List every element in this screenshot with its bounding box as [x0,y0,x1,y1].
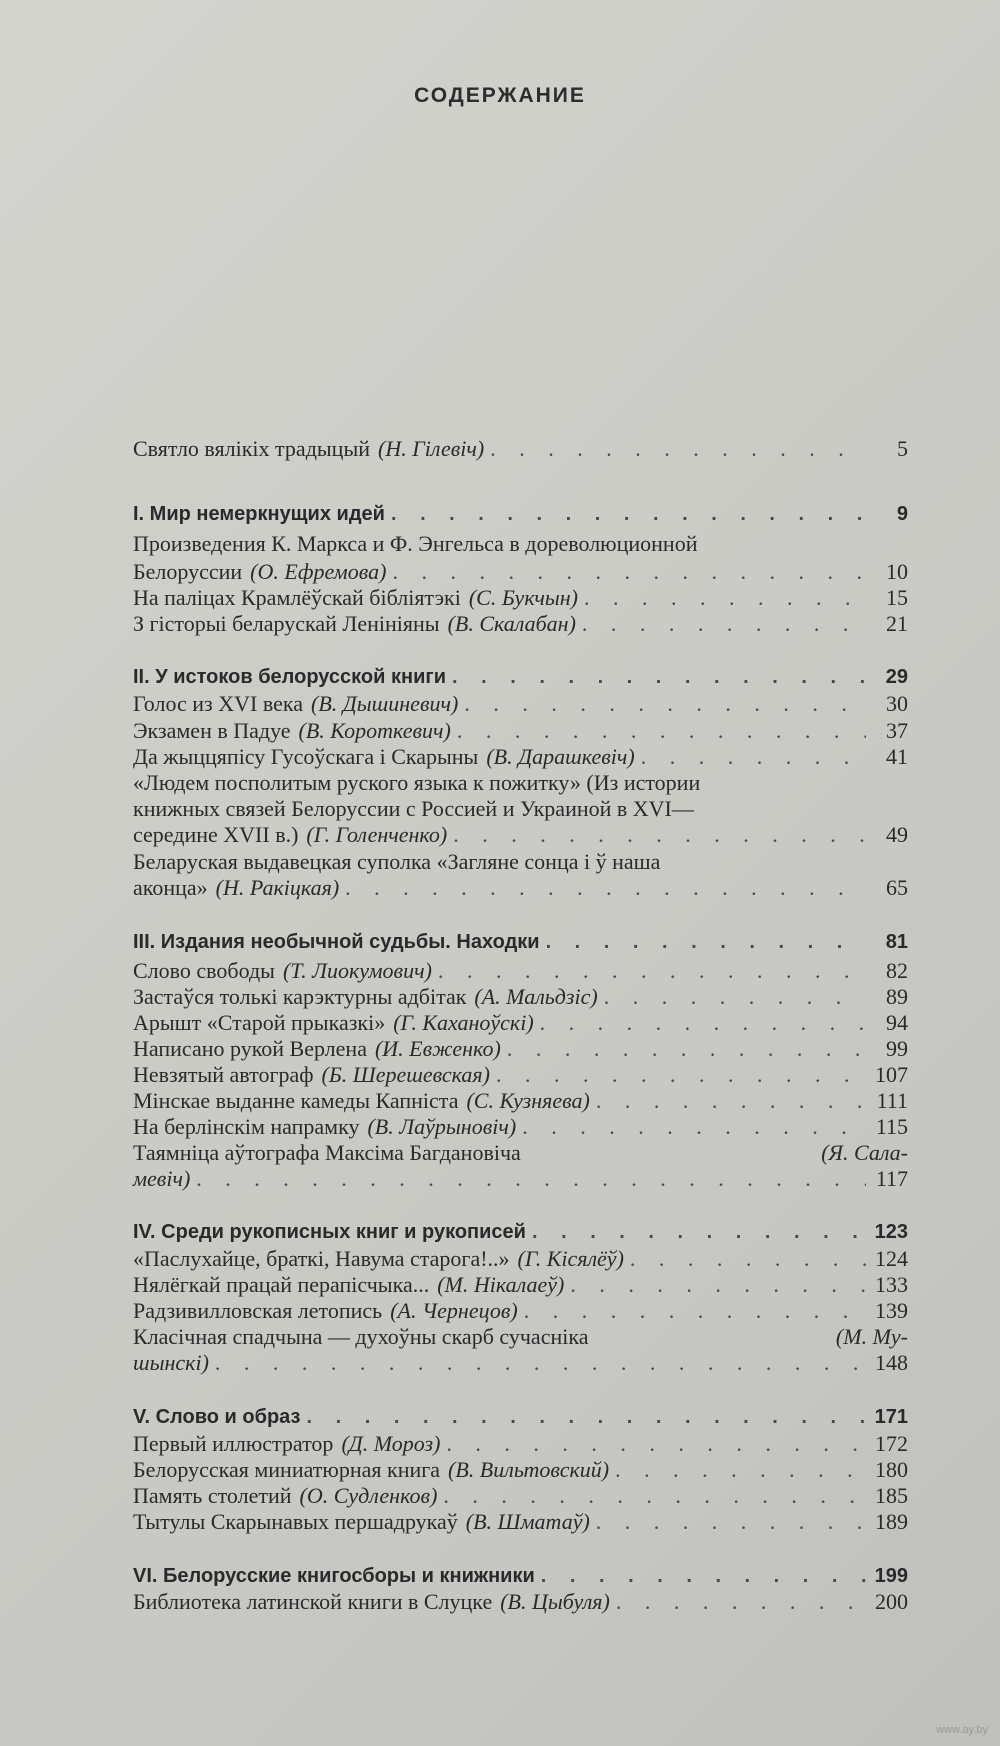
toc-entry-title: середине XVII в.) [133,822,299,847]
toc-entry-title: VI. Белорусские книгосборы и книжники [133,1565,535,1587]
dot-leader [584,584,866,612]
dot-leader [524,1297,866,1325]
dot-leader [438,957,866,985]
toc-entry [133,1508,908,1536]
toc-entry-title: Невзятый автограф [133,1062,314,1087]
dot-leader [532,1218,866,1246]
toc-section-heading [133,1562,908,1590]
toc-page-number: 123 [874,1221,908,1243]
toc-entry-title: Класічная спадчына — духоўны скарб сучасніка [133,1324,589,1349]
dot-leader [453,821,866,849]
toc-entry-title: книжных связей Белоруссии с Россией и Украиной в XVI— [133,796,694,821]
toc-entry-title: IV. Среди рукописных книг и рукописей [133,1221,526,1243]
toc-page-number: 21 [886,611,908,636]
dot-leader [464,690,866,718]
dot-leader [615,1456,866,1484]
toc-section-heading [133,928,908,956]
toc-entry-author: (В. Дарашкевіч) [486,744,635,769]
toc-page-number: 189 [875,1509,908,1534]
dot-leader [522,1113,866,1141]
toc-entry-title: Да жыццяпісу Гусоўскага і Скарыны [133,744,479,769]
dot-leader [570,1271,866,1299]
dot-leader [641,743,866,771]
toc-page-number: 115 [875,1114,908,1139]
toc-entry-title: Экзамен в Падуе [133,718,291,743]
toc-entry [133,1482,908,1510]
toc-entry [133,530,908,558]
dot-leader [392,558,866,586]
toc-entry [133,848,908,876]
toc-entry-title: Мінскае выданне камеды Капніста [133,1088,459,1113]
toc-entry-title: Таямніца аўтографа Максіма Багдановіча [133,1140,521,1165]
toc-entry [133,1588,908,1616]
toc-entry-author: шынскі) [133,1350,209,1375]
toc-entry [133,983,908,1011]
toc-entry-author: (Д. Мороз) [341,1431,441,1456]
toc-page-number: 65 [886,875,908,900]
toc-page-number: 81 [885,931,908,953]
dot-leader [496,1061,866,1089]
dot-leader [630,1245,866,1273]
dot-leader [546,928,866,956]
toc-entry-author: (А. Чернецов) [390,1298,518,1323]
toc-page-number: 9 [896,503,908,525]
toc-entry [133,1113,908,1141]
toc-entry-title: Первый иллюстратор [133,1431,334,1456]
toc-page-number: 107 [875,1062,908,1087]
toc-section-heading [133,1403,908,1431]
toc-entry-title: III. Издания необычной судьбы. Находки [133,931,540,953]
dot-leader [446,1430,866,1458]
toc-section-heading [133,1218,908,1246]
toc-page-number: 180 [875,1457,908,1482]
toc-entry-title: Белоруссии [133,559,243,584]
toc-entry [133,957,908,985]
toc-entry-title: Библиотека латинской книги в Слуцке [133,1589,493,1614]
dot-leader [596,1508,866,1536]
toc-entry-title: Арышт «Старой прыказкі» [133,1010,386,1035]
toc-entry-author: (С. Кузняева) [466,1088,590,1113]
watermark: www.ay.by [936,1724,988,1736]
toc-entry [133,821,908,849]
toc-entry-author: (Г. Кісялёў) [517,1246,624,1271]
toc-entry-author: (А. Мальдзіс) [474,984,598,1009]
toc-page-number: 37 [886,718,908,743]
toc-entry [133,743,908,771]
toc-page-number: 41 [886,744,908,769]
toc-page-number: 124 [875,1246,908,1271]
toc-entry [133,795,908,823]
toc-entry-author: (В. Скалабан) [447,611,576,636]
toc-page-number: 199 [874,1565,908,1587]
toc-entry-title: Застаўся толькі карэктурны адбітак [133,984,467,1009]
dot-leader [540,1009,866,1037]
toc-entry [133,1430,908,1458]
dot-leader [490,435,866,463]
toc-page-number: 117 [875,1166,908,1191]
toc-entry-author: (И. Евженко) [374,1036,501,1061]
toc-entry-title: Память столетий [133,1483,292,1508]
toc-page-number: 111 [876,1088,908,1113]
toc-page-number: 171 [874,1406,908,1428]
toc-entry [133,558,908,586]
toc-entry [133,1271,908,1299]
toc-entry [133,1035,908,1063]
dot-leader [596,1087,866,1115]
toc-entry-author: (О. Судленков) [299,1483,438,1508]
toc-entry-author: (В. Лаўрыновіч) [367,1114,517,1139]
toc-entry-title: На берлінскім напрамку [133,1114,360,1139]
dot-leader [196,1165,866,1193]
toc-entry-title: Радзивилловская летопись [133,1298,383,1323]
toc-entry [133,1087,908,1115]
toc-entry [133,1323,908,1351]
toc-entry [133,717,908,745]
toc-entry-author: (Н. Гілевіч) [378,436,485,461]
dot-leader [306,1403,866,1431]
toc-page-number: 200 [875,1589,908,1614]
page-title: СОДЕРЖАНИЕ [414,84,586,107]
toc-entry-title: V. Слово и образ [133,1406,301,1428]
toc-entry [133,610,908,638]
toc-entry-title: Тытулы Скарынавых першадрукаў [133,1509,458,1534]
toc-entry-author: (М. Му- [835,1324,908,1349]
toc-entry-title: Беларуская выдавецкая суполка «Загляне сонца і ў наша [133,849,661,874]
toc-page-number: 89 [886,984,908,1009]
toc-entry-author: (Г. Каханоўскі) [393,1010,534,1035]
toc-entry [133,1297,908,1325]
toc-entry [133,1061,908,1089]
toc-entry [133,874,908,902]
toc-entry-title: Белорусская миниатюрная книга [133,1457,441,1482]
toc-entry [133,1349,908,1377]
toc-entry-title: «Паслухайце, браткі, Навума старога!..» [133,1246,510,1271]
dot-leader [457,717,866,745]
dot-leader [391,500,866,528]
toc-page-number: 82 [886,958,908,983]
toc-entry-author: мевіч) [133,1166,191,1191]
toc-entry-title: На паліцах Крамлёўскай бібліятэкі [133,585,461,610]
toc-entry [133,1139,908,1167]
toc-page-number: 185 [875,1483,908,1508]
dot-leader [541,1562,866,1590]
toc-entry-author: (В. Дышиневич) [311,691,459,716]
toc-entry [133,1456,908,1484]
toc-page-number: 29 [885,666,908,688]
toc-entry-author: (Г. Голенченко) [306,822,448,847]
toc-page-number: 133 [875,1272,908,1297]
toc-page-number: 10 [886,559,908,584]
toc-page-number: 30 [886,691,908,716]
toc-page-number: 49 [886,822,908,847]
toc-page-number: 15 [886,585,908,610]
toc-entry-author: (М. Нікалаеў) [437,1272,565,1297]
toc-page-number: 99 [886,1036,908,1061]
toc-entry-title: Святло вялікіх традыцый [133,436,370,461]
toc-entry-author: (В. Короткевич) [298,718,451,743]
toc-page-number: 139 [875,1298,908,1323]
toc-section-heading [133,500,908,528]
toc-entry-title: Голос из XVI века [133,691,303,716]
toc-entry-title: II. У истоков белорусской книги [133,666,446,688]
toc-entry-title: Слово свободы [133,958,275,983]
dot-leader [604,983,866,1011]
toc-entry-title: З гісторыі беларускай Лeнініяны [133,611,440,636]
toc-entry-author: (В. Шматаў) [465,1509,590,1534]
toc-entry [133,584,908,612]
dot-leader [582,610,866,638]
toc-page-number: 148 [875,1350,908,1375]
toc-entry [133,435,908,463]
toc-entry-author: (Б. Шерешевская) [321,1062,490,1087]
dot-leader [452,663,866,691]
toc-entry [133,690,908,718]
toc-entry [133,769,908,797]
toc-entry [133,1165,908,1193]
toc-page-number: 172 [875,1431,908,1456]
toc-entry-author: (В. Вильтовский) [448,1457,610,1482]
dot-leader [345,874,866,902]
toc-section-heading [133,663,908,691]
dot-leader [616,1588,866,1616]
toc-entry-title: Написано рукой Верлена [133,1036,367,1061]
toc-entry-author: (Т. Лиокумович) [282,958,432,983]
toc-entry-title: I. Мир немеркнущих идей [133,503,385,525]
dot-leader [443,1482,866,1510]
dot-leader [215,1349,866,1377]
toc-page-number: 94 [886,1010,908,1035]
toc-entry-title: Нялёгкай працай перапісчыка... [133,1272,430,1297]
dot-leader [507,1035,866,1063]
toc-entry-title: аконца» [133,875,208,900]
toc-page-number: 5 [897,436,908,461]
toc-entry-title: Произведения К. Маркса и Ф. Энгельса в дореволюционной [133,531,698,556]
toc-entry-author: (Я. Сала- [821,1140,908,1165]
toc-entry-title: «Людем посполитым руского языка к пожитку» (Из истории [133,770,701,795]
toc-entry-author: (О. Ефремова) [250,559,387,584]
toc-entry [133,1009,908,1037]
toc-entry-author: (В. Цыбуля) [500,1589,610,1614]
toc-entry-author: (С. Букчын) [468,585,578,610]
toc-entry-author: (Н. Ракіцкая) [215,875,340,900]
toc-entry [133,1245,908,1273]
